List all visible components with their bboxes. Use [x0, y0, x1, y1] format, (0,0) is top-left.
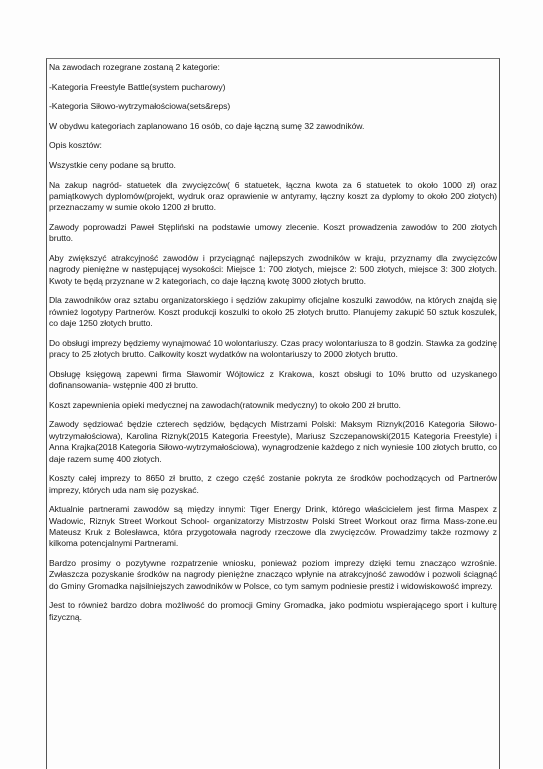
paragraph-category-freestyle: -Kategoria Freestyle Battle(system pucharowy) [49, 81, 226, 92]
paragraph-volunteers: Do obsługi imprezy będziemy wynajmować 10 wolontariuszy. Czas pracy wolontariusza to 8 godzin. Stawka za godzinę pracy to 25 złotych brutto. Całkowity koszt wydatków na wolontariuszy to 2000 złotych brutto. [49, 337, 498, 360]
paragraph-accounting: Obsługę księgową zapewni firma Sławomir Wójtowicz z Krakowa, koszt obsługi to 10% brutto od uzyskanego dofinansowania- wstępnie 400 zł brutto. [49, 368, 497, 391]
paragraph-prize-money: Aby zwiększyć atrakcyjność zawodów i przyciągnąć najlepszych zwodników w kraju, przyznamy dla zwycięzców nagrody pieniężne w następującej wysokości: Miejsce 1: 700 złotych, miejsce 2: 500 złotych, miejsce 3: 300 złotych. Kwoty te będą przyznane w 2 kategoriach, co daje łączną kwotę 3000 złotych brutto. [49, 252, 497, 286]
paragraph-host-cost: Zawody poprowadzi Paweł Stępliński na podstawie umowy zlecenie. Koszt prowadzenia zawodów to 200 złotych brutto. [49, 221, 497, 244]
paragraph-promotion: Jest to również bardzo dobra możliwość do promocji Gminy Gromadka, jako podmiotu wspierającego sport i kulturę fizyczną. [49, 600, 497, 622]
paragraph-medical: Koszt zapewnienia opieki medycznej na zawodach(ratownik medyczny) to około 200 zł brutto. [49, 399, 401, 410]
paragraph-categories-intro: Na zawodach rozegrane zostaną 2 kategorie: [49, 62, 220, 72]
document-body [49, 62, 497, 631]
paragraph-participants: W obydwu kategoriach zaplanowano 16 osób, co daje łączną sumę 32 zawodników. [49, 120, 365, 131]
paragraph-tshirts: Dla zawodników oraz sztabu organizatorskiego i sędziów zakupimy oficjalne koszulki zawodów, na których znajdą się również logotypy Partnerów. Koszt produkcji koszulki to około 25 złotych brutto. Planujemy zakupić 50 sztuk koszulek, co daje 1250 złotych brutto. [49, 295, 497, 329]
paragraph-request: Bardzo prosimy o pozytywne rozpatrzenie wniosku, ponieważ poziom imprezy dzięki temu znacząco wzrośnie. Zwłaszcza pozyskanie środków na nagrody pieniężne znacząco wpłynie na atrakcyjność zawodów i pozwoli ściągnąć do Gminy Gromadka najsilniejszych zawodników w Polsce, co tym samym podniesie prestiż i widowiskowość imprezy. [49, 558, 497, 591]
paragraph-awards-cost: Na zakup nagród- statuetek dla zwycięzców( 6 statuetek, łączna kwota za 6 statuetek to około 1000 zł) oraz pamiątkowych dyplomów(projekt, wydruk oraz oprawienie w antyramy, łączny koszt za dyplomy to około 200 złotych) przeznaczamy w sumie około 1200 zł brutto. [49, 179, 497, 213]
paragraph-gross-prices: Wszystkie ceny podane są brutto. [49, 159, 176, 170]
paragraph-costs-heading: Opis kosztów: [49, 140, 102, 151]
paragraph-category-strength: -Kategoria Siłowo-wytrzymałościowa(sets&reps) [49, 101, 231, 112]
paragraph-total-cost: Koszty całej imprezy to 8650 zł brutto, z czego część zostanie pokryta ze środków pochodzących od Partnerów imprezy, których uda nam się pozyskać. [49, 473, 497, 495]
paragraph-partners: Aktualnie partnerami zawodów są między innymi: Tiger Energy Drink, którego właścicielem jest firma Maspex z Wadowic, Riznyk Street Workout School- organizatorzy Mistrzostw Polski Street Workout oraz firma Mass-zone.eu Mateusz Kruk z Bolesławca, która przygotowała nagrody rzeczowe dla zwycięzców. Prowadzimy także rozmowy z kilkoma potencjalnymi Partnerami. [49, 504, 497, 549]
paragraph-judges: Zawody sędziować będzie czterech sędziów, będących Mistrzami Polski: Maksym Riznyk(2016 Kategoria Siłowo-wytrzymałościowa), Karolina Riznyk(2015 Kategoria Freestyle), Mariusz Szczepanowski(2015 Kategoria Freestyle) i Anna Krajka(2018 Kategoria Siłowo-wytrzymałościowa), wynagrodzenie każdego z nich wyniesie 100 złotych brutto, co daje razem sumę 400 złotych. [49, 419, 497, 464]
